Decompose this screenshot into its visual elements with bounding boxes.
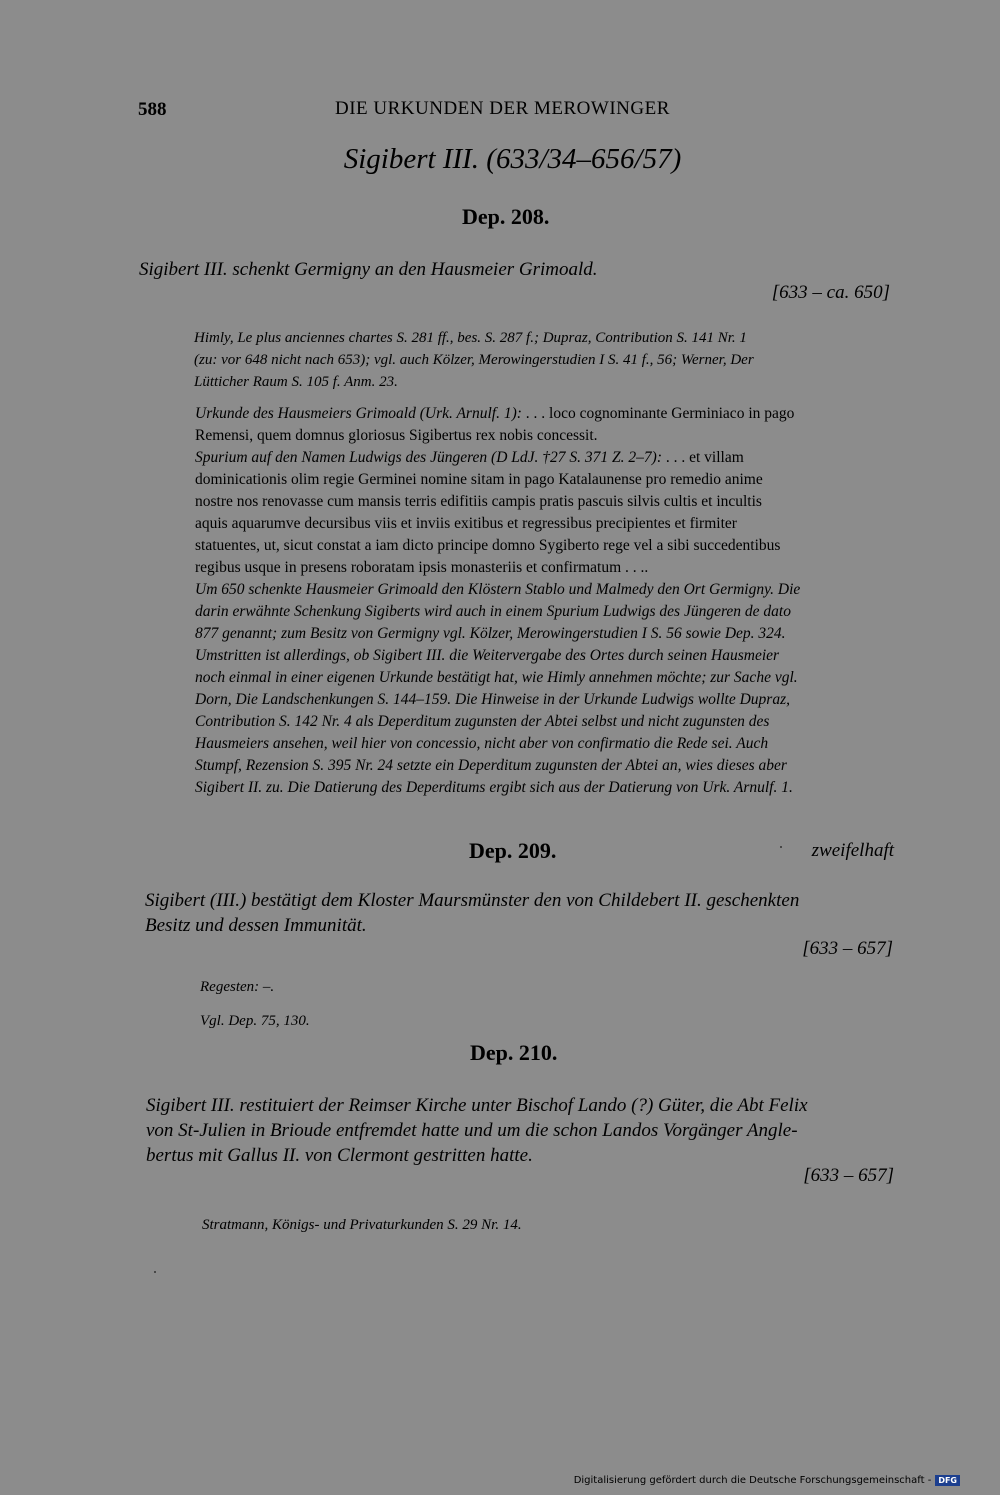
scan-speck	[780, 846, 782, 848]
commentary-line: 877 genannt; zum Besitz von Germigny vgl. Kölzer, Merowingerstudien I S. 56 sowie Dep. 324.	[195, 625, 786, 642]
quote-1-label: Urkunde des Hausmeiers Grimoald (Urk. Arnulf. 1):	[195, 405, 522, 422]
quote-1	[195, 403, 892, 425]
dep-210-regest	[146, 1093, 896, 1168]
commentary-line: Umstritten ist allerdings, ob Sigibert III. die Weitervergabe des Ortes durch seinen Hausmeier	[195, 647, 780, 664]
dep-209-date: [633 – 657]	[802, 938, 893, 959]
digitization-credit	[574, 1475, 960, 1486]
reference-line: Himly, Le plus anciennes chartes S. 281 ff., bes. S. 287 f.; Dupraz, Contribution S. 141 Nr. 1	[194, 330, 747, 346]
regest-line: Sigibert III. restituiert der Reimser Kirche unter Bischof Lando (?) Güter, die Abt Felix	[146, 1095, 808, 1116]
dep-208-regest: Sigibert III. schenkt Germigny an den Hausmeier Grimoald.	[139, 259, 598, 280]
section-title: Sigibert III. (633/34–656/57)	[343, 143, 682, 175]
commentary-line: Dorn, Die Landschenkungen S. 144–159. Die Hinweise in der Urkunde Ludwigs wollte Dupraz,	[195, 691, 790, 708]
reference-line: Lütticher Raum S. 105 f. Anm. 23.	[194, 374, 398, 390]
regest-line: bertus mit Gallus II. von Clermont gestritten hatte.	[146, 1145, 533, 1166]
dep-210-heading: Dep. 210.	[470, 1040, 558, 1065]
dep-209-regesten: Regesten: –.	[200, 979, 275, 995]
commentary-line: Um 650 schenkte Hausmeier Grimoald den Klöstern Stablo und Malmedy den Ort Germigny. Die	[195, 581, 801, 598]
quote-2-label: Spurium auf den Namen Ludwigs des Jüngeren (D LdJ. †27 S. 371 Z. 2–7):	[195, 449, 662, 466]
quote-2-line: statuentes, ut, sicut constat a iam dicto principe domno Sygiberto rege vel a sibi succedentibus	[195, 537, 781, 554]
dep-209-regest	[145, 888, 895, 938]
regest-line: Besitz und dessen Immunität.	[145, 915, 367, 936]
regest-line: von St-Julien in Brioude entfremdet hatte und um die schon Landos Vorgänger Angle-	[146, 1120, 798, 1141]
commentary-line: Hausmeiers ansehen, weil hier von concessio, nicht aber von confirmatio die Rede sei. Auch	[195, 735, 769, 752]
dep-209-heading: Dep. 209.	[469, 838, 557, 863]
quote-2-line: dominicationis olim regie Germinei nomine sitam in pago Katalaunense pro remedio anime	[195, 471, 763, 488]
commentary-line: Contribution S. 142 Nr. 4 als Deperditum zugunsten der Abtei selbst und nicht zugunsten des	[195, 713, 770, 730]
page-number: 588	[138, 99, 167, 120]
commentary-line: Stumpf, Rezension S. 395 Nr. 24 setzte ein Deperditum zugunsten der Abtei an, wies dieses aber	[195, 757, 787, 774]
credit-text: Digitalisierung gefördert durch die Deutsche Forschungsgemeinschaft -	[573, 1475, 932, 1486]
dep-208-date: [633 – ca. 650]	[771, 282, 890, 303]
dep-208-heading: Dep. 208.	[462, 204, 550, 229]
quote-2-text: . . . et villam	[661, 449, 744, 466]
dep-209-vgl: Vgl. Dep. 75, 130.	[200, 1013, 310, 1029]
quote-1-text: . . . loco cognominante Germiniaco in pago	[521, 405, 795, 422]
quote-2-line: aquis aquarumve decursibus viis et inviis exitibus et regressibus precipientes et firmiter	[195, 515, 737, 532]
quote-1-line: Remensi, quem domnus gloriosus Sigibertus rex nobis concessit.	[195, 427, 598, 444]
commentary-line: Sigibert II. zu. Die Datierung des Deperditums ergibt sich aus der Datierung von Urk. Arnulf. 1.	[195, 779, 793, 796]
dep-210-reference: Stratmann, Königs- und Privaturkunden S. 29 Nr. 14.	[202, 1217, 522, 1233]
dep-210-date: [633 – 657]	[803, 1165, 894, 1186]
scan-speck	[154, 1271, 156, 1273]
regest-line: Sigibert (III.) bestätigt dem Kloster Maursmünster den von Childebert II. geschenkten	[145, 890, 800, 911]
dep-208-references	[194, 327, 894, 393]
reference-line: (zu: vor 648 nicht nach 653); vgl. auch Kölzer, Merowingerstudien I S. 41 f., 56; Werner, Der	[194, 352, 754, 368]
dep-209-status: zweifelhaft	[811, 840, 894, 861]
dfg-logo: DFG	[935, 1475, 960, 1486]
quote-2-line: regibus usque in presens roboratam ipsis monasteriis et confirmatum . . ..	[195, 559, 649, 576]
quote-2-line: nostre nos renovasse cum mansis terris edifitiis campis pratis pascuis silvis cultis et incultis	[195, 493, 762, 510]
quote-2	[195, 447, 892, 469]
running-head: DIE URKUNDEN DER MEROWINGER	[335, 98, 670, 119]
dep-208-commentary	[195, 403, 892, 799]
commentary-line: darin erwähnte Schenkung Sigiberts wird auch in einem Spurium Ludwigs des Jüngeren de dato	[195, 603, 791, 620]
commentary-line: noch einmal in einer eigenen Urkunde bestätigt hat, wie Himly annehmen möchte; zur Sache vgl.	[195, 669, 798, 686]
